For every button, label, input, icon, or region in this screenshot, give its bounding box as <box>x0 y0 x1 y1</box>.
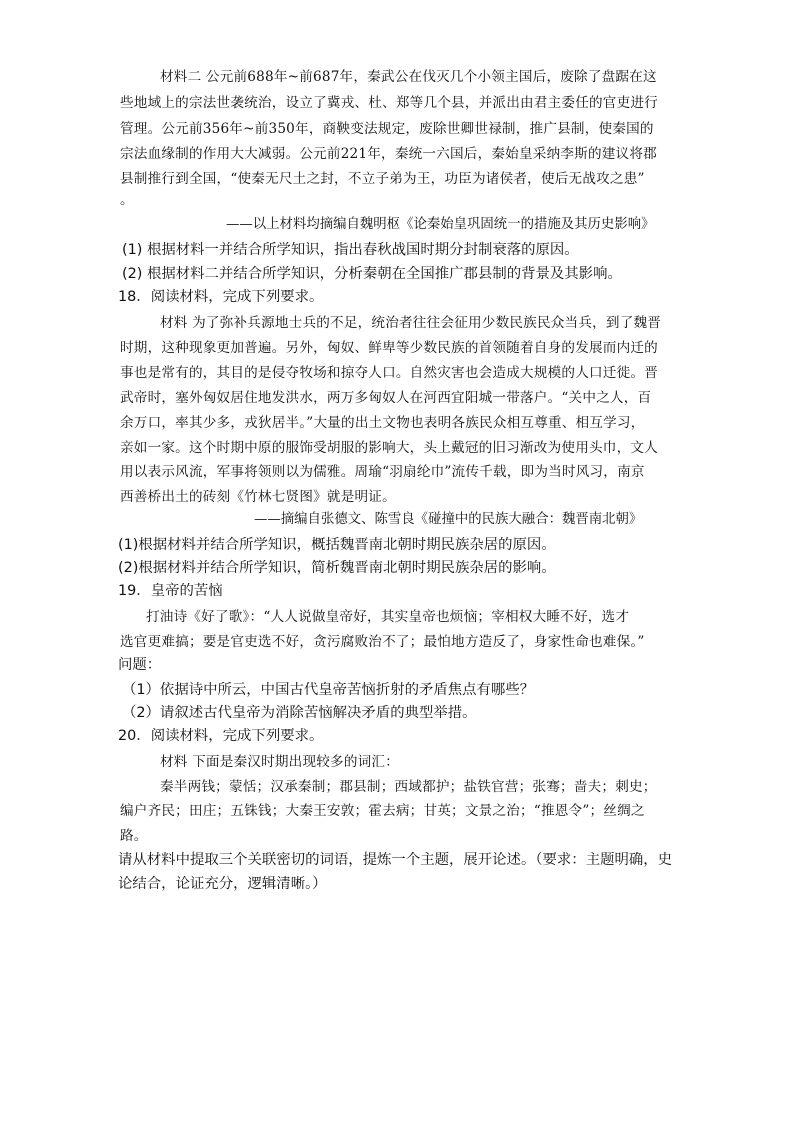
q20-material-line: 秦半两钱；蒙恬；汉承秦制；郡县制；西域都护；盐铁官营；张骞；啬夫；刺史； <box>160 779 657 795</box>
q18-material-line: 时期，这种现象更加普遍。另外，匈奴、鲜卑等少数民族的首领随着自身的发展而内迁的 <box>120 340 658 356</box>
material2-line: 宗法血缘制的作用大大减弱。公元前221年，秦统一六国后，秦始皇采纳李斯的建议将郡 <box>120 146 657 162</box>
q18-sub1: (1)根据材料并结合所学知识，概括魏晋南北朝时期民族杂居的原因。 <box>118 537 556 553</box>
q20-material-line: 路。 <box>120 828 148 844</box>
material2-line: 。 <box>120 192 134 208</box>
q19-prompt: 问题： <box>118 657 162 673</box>
q18-material-line: 材料 为了弥补兵源地士兵的不足，统治者往往会征用少数民族民众当兵，到了魏晋 <box>160 315 662 331</box>
q18-material-line: 用以表示风流，军事将领则以为儒雅。周瑜“羽扇纶巾”流传千载，即为当时风习，南京 <box>120 464 645 480</box>
q18-material-line: 余万口，率其少多，戎狄居半。”大量的出土文物也表明各族民众相互尊重、相互学习， <box>120 415 645 431</box>
q20-task-line: 请从材料中提取三个关联密切的词语，提炼一个主题，展开论述。（要求：主题明确，史 <box>118 852 673 868</box>
q18-sub2: (2)根据材料并结合所学知识，简析魏晋南北朝时期民族杂居的影响。 <box>118 560 556 576</box>
q18-source: ——摘编自张德文、陈雪良《碰撞中的民族大融合：魏晋南北朝》 <box>254 512 643 527</box>
q20-material-line: 编户齐民；田庄；五铢钱；大秦王安敦；霍去病；甘英；文景之治；“推恩令”；丝绸之 <box>120 803 645 819</box>
material2-source: ——以上材料均摘编自魏明枢《论秦始皇巩固统一的措施及其历史影响》 <box>226 217 655 232</box>
q17-sub2: (2) 根据材料二并结合所学知识，分析秦朝在全国推广郡县制的背景及其影响。 <box>122 266 622 282</box>
q19-heading: 19．皇帝的苦恼 <box>118 583 223 599</box>
q18-material-line: 亲如一家。这个时期中原的服饰受胡服的影响大，头上戴冠的旧习渐改为使用头巾，文人 <box>120 440 658 456</box>
q18-heading: 18．阅读材料，完成下列要求。 <box>118 289 324 305</box>
material2-line: 些地域上的宗法世袭统治，设立了冀戎、杜、郑等几个县，并派出由君主委任的官吏进行 <box>120 95 658 111</box>
q20-task-line: 论结合，论证充分，逻辑清晰。） <box>118 876 327 892</box>
q18-material-line: 事也是常有的，其目的是侵夺牧场和掠夺人口。自然灾害也会造成大规模的人口迁徙。晋 <box>120 365 658 381</box>
q19-poem-line: 打油诗《好了歌》：“人人说做皇帝好，其实皇帝也烦恼；宰相权大睡不好，选才 <box>146 609 630 625</box>
q20-material-line: 材料 下面是秦汉时期出现较多的词汇： <box>160 754 400 770</box>
q17-sub1: (1) 根据材料一并结合所学知识，指出春秋战国时期分封制衰落的原因。 <box>122 242 579 258</box>
q18-material-line: 武帝时，塞外匈奴居住地发洪水，两万多匈奴人在河西宜阳城一带落户。“关中之人，百 <box>120 390 652 406</box>
q19-poem-line: 选官更难搞；要是官吏选不好，贪污腐败治不了；最怕地方造反了，身家性命也难保。” <box>120 634 645 650</box>
q19-sub2: （2）请叙述古代皇帝为消除苦恼解决矛盾的典型举措。 <box>122 705 477 721</box>
q18-material-line: 西善桥出土的砖刻《竹林七贤图》就是明证。 <box>120 489 396 505</box>
q19-sub1: （1）依据诗中所云，中国古代皇帝苦恼折射的矛盾焦点有哪些？ <box>122 682 535 698</box>
q20-heading: 20．阅读材料，完成下列要求。 <box>118 728 324 744</box>
material2-line: 县制推行到全国，“使秦无尺土之封，不立子弟为王，功臣为诸侯者，使后无战攻之患” <box>120 171 645 187</box>
material2-line: 材料二 公元前688年~前687年，秦武公在伐灭几个小领主国后，废除了盘踞在这 <box>160 69 657 85</box>
material2-line: 管理。公元前356年~前350年，商鞅变法规定，废除世卿世禄制，推广县制，使秦国的 <box>120 121 654 137</box>
